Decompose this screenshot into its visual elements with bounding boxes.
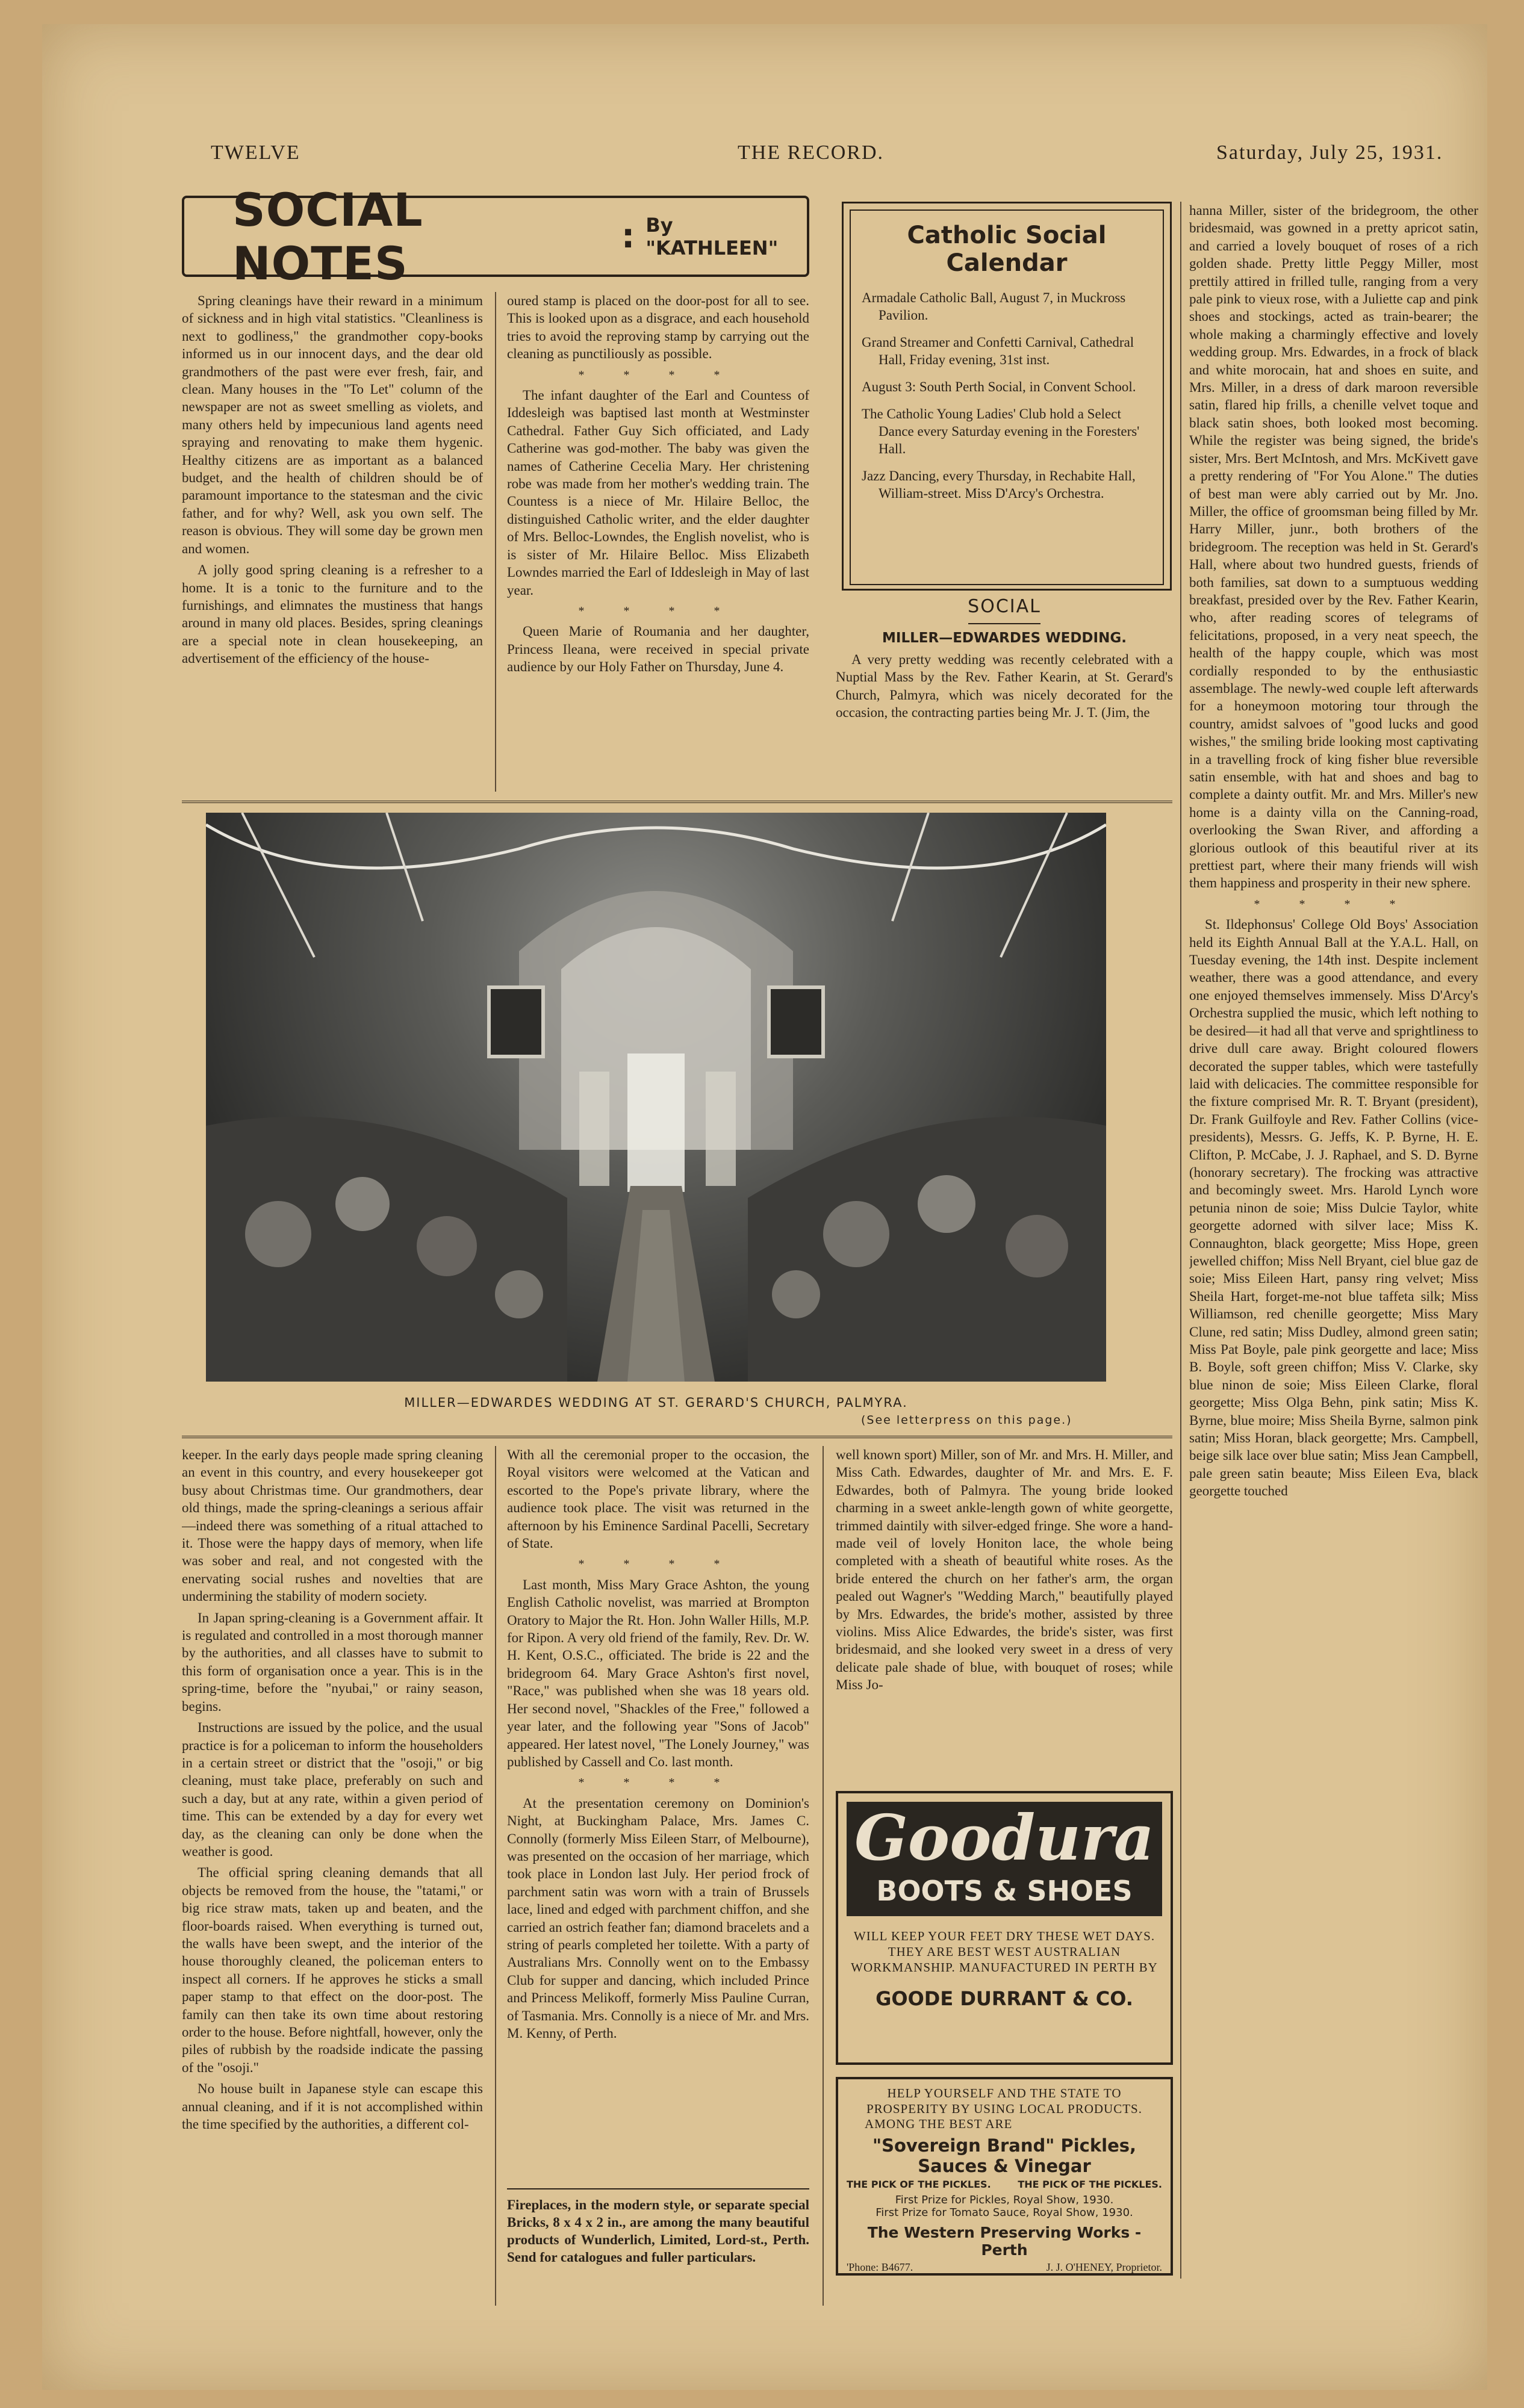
column-rule	[1180, 202, 1181, 2279]
sovereign-prize-1: First Prize for Pickles, Royal Show, 1930.	[895, 2194, 1114, 2206]
section-divider: * * * *	[578, 604, 738, 618]
divider-line	[507, 2188, 809, 2189]
sovereign-advert	[836, 2077, 1173, 2276]
sovereign-footer	[847, 2261, 1162, 2274]
sovereign-prize-2: First Prize for Tomato Sauce, Royal Show, 1930.	[876, 2206, 1133, 2219]
slogan-right: THE PICK OF THE PICKLES.	[1018, 2179, 1162, 2190]
calendar-item: Jazz Dancing, every Thursday, in Rechabite Hall, William-street. Miss D'Arcy's Orchestra.	[862, 468, 1136, 501]
page-number: TWELVE	[211, 141, 300, 164]
column-title-box	[182, 182, 809, 290]
paragraph: Instructions are issued by the police, and the usual practice is for a policeman to inform the householders in a certain street or district that the "osoji," or big cleaning, must take place, preferably on such and such a day, but at any rate, within a given period of time. This can be extended by a day for every wet day, as the cleaning can only be done when the weather is good.	[182, 1720, 483, 1859]
calendar-title: Catholic Social Calendar	[907, 222, 1107, 277]
title-separator: :	[621, 217, 635, 256]
column-byline: By "KATHLEEN"	[645, 213, 779, 259]
goodura-brand: Goodura	[854, 1802, 1155, 1875]
column-title: SOCIAL NOTES	[232, 182, 423, 290]
sovereign-slogans	[847, 2179, 1162, 2190]
paragraph: St. Ildephonsus' College Old Boys' Association held its Eighth Annual Ball at the Y.A.L. Hall, on Tuesday evening, the 14th inst. Despite inclement weather, there was a good attendance, and every one enjoyed themselves immensely. Miss D'Arcy's Orchestra supplied the music, which left nothing to be desired—it had all that verve and sprightliness to drive dull care away. Bright coloured flowers decorated the supper tables, which were tastefully laid with delicacies. The committee responsible for the fixture comprised Mr. R. T. Bryant (president), Dr. Frank Guilfoyle and Rev. Father Collins (vice-presidents), Messrs. G. Jeffs, K. P. Byrne, H. E. Clifton, P. McCabe, J. J. Raphael, and S. D. Byrne (honorary secretary). The frocking was attractive and becomingly sweet. Mrs. Harold Lynch wore petunia ninon de soie; Miss Dulcie Taylor, white georgette adorned with silver lace; Miss K. Connaughton, black georgette; Miss Hope, green jewelled chiffon; Miss Nell Bryant, ciel blue gaz de soie; Miss Eileen Hart, pansy ring velvet; Miss Sheila Hart, forget-me-not blue taffeta silk; Miss Williamson, red chenille georgette; Miss Mary Clune, red satin; Miss Dudley, almond green satin; Miss Pat Boyle, pale pink georgette and lace; Miss B. Boyle, soft green chiffon; Miss V. Clarke, sky blue ninon de soie; Miss Eileen Clarke, floral georgette; Miss Olga Behn, pink satin; Miss K. Byrne, blue moire; Miss Sheila Byrne, salmon pink satin; Miss Horan, black georgette; Mrs. Campbell, beige silk lace over blue satin; Miss Jean Campbell, pale green satin beaute; Miss Eileen Eva, black georgette touched	[1189, 917, 1478, 1499]
paragraph: well known sport) Miller, son of Mr. and Mrs. H. Miller, and Miss Cath. Edwardes, daughter of Mr. and Mrs. E. F. Edwardes, both of Palmyra. The young bride looked charming in a sweet ankle-length gown of white georgette, trimmed daintily with silver-edged fringe. She wore a hand-made veil of lovely Honiton lace, the whole being completed with a sheath of beautiful white roses. As the bride entered the church on her father's arm, the organ pealed out Wagner's "Wedding March," beautifully played by Mrs. Edwardes, the bride's mother, assisted by three violins. Miss Alice Edwardes, the bride's sister, was first bridesmaid, and she looked very sweet in a dress of very delicate pale shade of blue, with bouquet of roses; while Miss Jo-	[836, 1447, 1173, 1693]
paragraph: At the presentation ceremony on Dominion's Night, at Buckingham Palace, Mrs. James C. Connolly (formerly Miss Eileen Starr, of Melbourne), was presented on the occasion of her marriage, which took place in London last July. Her period frock of parchment satin was worn with a train of Brussels lace, lined and edged with parchment chiffon, and she carried an ostrich feather fan; diamond bracelets and a string of pearls completed her toilette. With a party of Australians Mrs. Connolly went on to the Embassy Club for supper and dancing, which included Prince and Princess Melikoff, formerly Miss Pauline Curran, of Tasmania. Mrs. Connolly is a niece of Mr. and Mrs. M. Kenny, of Perth.	[507, 1795, 809, 2041]
paragraph: The official spring cleaning demands that all objects be removed from the house, the "tatami," or big rice straw mats, taken up and beaten, and the floor-boards raised. When everything is turned out, the walls have been swept, and the interior of the house thoroughly cleaned, the policeman enters to inspect all corners. If he approves he sticks a small paper stamp to that effect on the door-post. The family can then take its own time about restoring order to the house. Before nightfall, however, only the piles of rubbish by the roadside indicate the passing of the "osoji."	[182, 1865, 483, 2075]
social-calendar-box	[842, 202, 1172, 591]
sovereign-proprietor: J. J. O'HENEY, Proprietor.	[1046, 2261, 1162, 2273]
section-divider: * * * *	[578, 1557, 738, 1571]
masthead: THE RECORD.	[738, 141, 884, 164]
wedding-photo	[206, 813, 1106, 1382]
slogan-left: THE PICK OF THE PICKLES.	[847, 2179, 991, 2190]
social-calendar-inner	[850, 209, 1164, 585]
calendar-item: Armadale Catholic Ball, August 7, in Muckross Pavilion.	[862, 290, 1126, 323]
paragraph: Last month, Miss Mary Grace Ashton, the young English Catholic novelist, was married at Brompton Oratory to Major the Rt. Hon. John Waller Hills, M.P. for Ripon. A very old friend of the family, Rev. Dr. W. H. Kent, O.S.C., officiated. The bride is 22 and the bridegroom 64. Mary Grace Ashton's first novel, "Race," was published when she was 18 years old. Her second novel, "Shackles of the Free," followed a year later, and the following year "Sons of Jacob" appeared. Her latest novel, "The Lonely Journey," was published by Cassell and Co. last month.	[507, 1577, 809, 1769]
sovereign-phone: 'Phone: B4677.	[847, 2261, 913, 2273]
article-social-items-part2	[507, 1446, 809, 2183]
paragraph: A jolly good spring cleaning is a refresher to a home. It is a tonic to the furniture and to the furnishings, and elimnates the mustiness that hangs around in many old places. Besides, spring cleanings are a special note in clean housekeeping, an advertisement of the efficiency of the house-	[182, 562, 483, 666]
article-spring-cleaning-part1	[182, 292, 483, 792]
photo-caption: MILLER—EDWARDES WEDDING AT ST. GERARD'S CHURCH, PALMYRA.	[404, 1395, 908, 1410]
photo-note: (See letterpress on this page.)	[861, 1413, 1072, 1427]
goodura-maker: GOODE DURRANT & CO.	[876, 1987, 1133, 2010]
paragraph: No house built in Japanese style can escape this annual cleaning, and if it is not accomplished within the time specified by the authorities, a different col-	[182, 2081, 483, 2132]
sovereign-headline: "Sovereign Brand" Pickles, Sauces & Vinegar	[872, 2135, 1137, 2176]
article-spring-cleaning-part2	[182, 1446, 483, 2306]
paragraph: hanna Miller, sister of the bridegroom, the other bridesmaid, was gowned in a pretty apricot satin, and carried a lovely bouquet of roses of a rich golden shade. Pretty little Peggy Miller, most prettily attired in frilled tulle, ranging from a very pale pink to vieux rose, with a Juliette cap and pink shoes and stockings, acted as train-bearer; the whole making a charmingly effective and lovely wedding group. Mrs. Edwardes, in a frock of black and white morocain, hat and shoes en suite, and Mrs. Miller, in a dress of dark maroon reversible satin, flared hip frills, a chenille velvet toque and black satin shoes, both looked most becoming. While the register was being signed, the bride's sister, Mrs. Bert McIntosh, and Mrs. McKivett gave a pretty rendering of "For You Alone." The duties of best man were ably carried out by Mr. Jno. Miller, the office of groomsman being filled by Mr. Harry Miller, junr., both brothers of the bridegroom. The reception was held in St. Gerard's Hall, where about two hundred guests, friends of both families, sat down to a sumptuous wedding breakfast, presided over by the Rev. Father Kearin, who, after reading scores of telegrams of felicitations, proposed, in a very neat speech, the health of the happy couple, which was most cordially responded to by the enthusiastic assemblage. The newly-wed couple left afterwards for a honeymoon motoring tour through the country, amidst salvoes of "good lucks and good wishes," the smiling bride looking most captivating in a travelling frock of king fisher blue reversible satin ensemble, with hat and shoes and bag to complete a dainty outfit. Mr. and Mrs. Miller's new home is a dainty villa on the Canning-road, overlooking the Swan River, and affording a glorious outlook of this beautiful river at its prettiest part, where their many friends will wish them happiness and prosperity in their new sphere.	[1189, 203, 1478, 891]
paragraph: With all the ceremonial proper to the occasion, the Royal visitors were welcomed at the Vatican and escorted to the Pope's private library, where the audience took place. The visit was returned in the afternoon by his Eminence Sardinal Pacelli, Secretary of State.	[507, 1447, 809, 1551]
church-interior-image	[206, 813, 1106, 1382]
section-divider: * * * *	[1254, 897, 1414, 911]
paragraph: A very pretty wedding was recently celebrated with a Nuptial Mass by the Rev. Father Kearin, at St. Gerard's Church, Palmyra, which was nicely decorated for the occasion, the contracting parties being Mr. J. T. (Jim, the	[836, 652, 1173, 721]
wedding-subheading: MILLER—EDWARDES WEDDING.	[882, 630, 1127, 646]
paragraph: Queen Marie of Roumania and her daughter, Princess Ileana, were received in special private audience by our Holy Father on Thursday, June 4.	[507, 624, 809, 675]
divider-line	[182, 1436, 1172, 1438]
sovereign-company: The Western Preserving Works - Perth	[867, 2224, 1142, 2259]
social-section	[836, 596, 1173, 792]
wedding-article-continued	[1189, 202, 1478, 2227]
article-social-items-part1	[507, 292, 809, 792]
section-divider: * * * *	[578, 368, 738, 382]
paragraph: oured stamp is placed on the door-post for all to see. This is looked upon as a disgrace, and each household tries to avoid the reproving stamp by carrying out the cleaning as punctiliously as possible.	[507, 293, 809, 362]
column-rule	[495, 1446, 496, 2306]
paragraph: The infant daughter of the Earl and Countess of Iddesleigh was baptised last month at Westminster Cathedral. Father Guy Sich officiated, and Lady Catherine was god-mother. The baby was given the names of Catherine Cecelia Mary. Her christening robe was made from her mother's wedding train. The Countess is a niece of Mr. Hilaire Belloc, the distinguished Catholic writer, and the elder daughter of Mrs. Belloc-Lowndes, the English novelist, who is is sister of Mr. Hilaire Belloc. Miss Elizabeth Lowndes married the Earl of Iddesleigh in May of last year.	[507, 388, 809, 598]
wedding-article-part1	[836, 651, 1173, 725]
sovereign-among: AMONG THE BEST ARE	[865, 2117, 1013, 2131]
goodura-tagline: BOOTS & SHOES	[876, 1875, 1133, 1907]
paragraph: In Japan spring-cleaning is a Government affair. It is regulated and controlled in a most thorough manner by the authorities, and all classes have to submit to this form of organisation once a year. This is in the spring-time, before the "nyubai," or rainy season, begins.	[182, 1610, 483, 1714]
column-rule	[495, 292, 496, 792]
paragraph: Spring cleanings have their reward in a minimum of sickness and in high vital statistics. "Cleanliness is next to godliness," the grandmother copy-books informed us in our innocent days, and the dear old grandmothers of the past were ever fresh, fair, and clean. Many houses in the "To Let" column of the newspaper are not as sweet smelling as violets, and many others held by impecunious land agents need spraying and renovating to make them hygenic. Healthy citizens are as important as a balanced budget, and the health of children should be of paramount importance to the statesman and the civic father, and for why? Well, ask you own self. The reason is obvious. They will some day be grown men and women.	[182, 293, 483, 556]
wedding-article-part2	[836, 1446, 1173, 1786]
goodura-banner	[847, 1802, 1162, 1916]
divider-line	[182, 801, 1172, 803]
goodura-advert	[836, 1791, 1173, 2065]
calendar-item: August 3: South Perth Social, in Convent School.	[862, 379, 1136, 394]
column-rule	[823, 1446, 824, 2306]
goodura-body: WILL KEEP YOUR FEET DRY THESE WET DAYS. THEY ARE BEST WEST AUSTRALIAN WORKMANSHIP. MANUFACTURED IN PERTH BY	[851, 1929, 1158, 1975]
sovereign-intro: HELP YOURSELF AND THE STATE TO PROSPERITY BY USING LOCAL PRODUCTS.	[866, 2086, 1142, 2116]
issue-date: Saturday, July 25, 1931.	[1216, 141, 1443, 164]
heading-rule	[968, 623, 1040, 624]
fireplace-advert: Fireplaces, in the modern style, or separate special Bricks, 8 x 4 x 2 in., are among the many beautiful products of Wunderlich, Limited, Lord-st., Perth. Send for catalogues and fuller particulars.	[507, 2197, 809, 2265]
newspaper-page	[42, 24, 1487, 2390]
calendar-item: The Catholic Young Ladies' Club hold a Select Dance every Saturday evening in the Foresters' Hall.	[862, 406, 1140, 456]
paragraph: keeper. In the early days people made spring cleaning an event in this country, and every housekeeper got busy about Christmas time. Our grandmothers, dear old things, made the spring-cleanings a serious affair—indeed there was something of a ritual attached to it. Those were the happy days of memory, when life was sober and real, and not congested with the enervating social rushes and novelties that are undermining the stability of modern society.	[182, 1447, 483, 1604]
section-divider: * * * *	[578, 1776, 738, 1790]
calendar-item: Grand Streamer and Confetti Carnival, Cathedral Hall, Friday evening, 31st inst.	[862, 335, 1134, 367]
social-heading: SOCIAL	[968, 596, 1041, 617]
